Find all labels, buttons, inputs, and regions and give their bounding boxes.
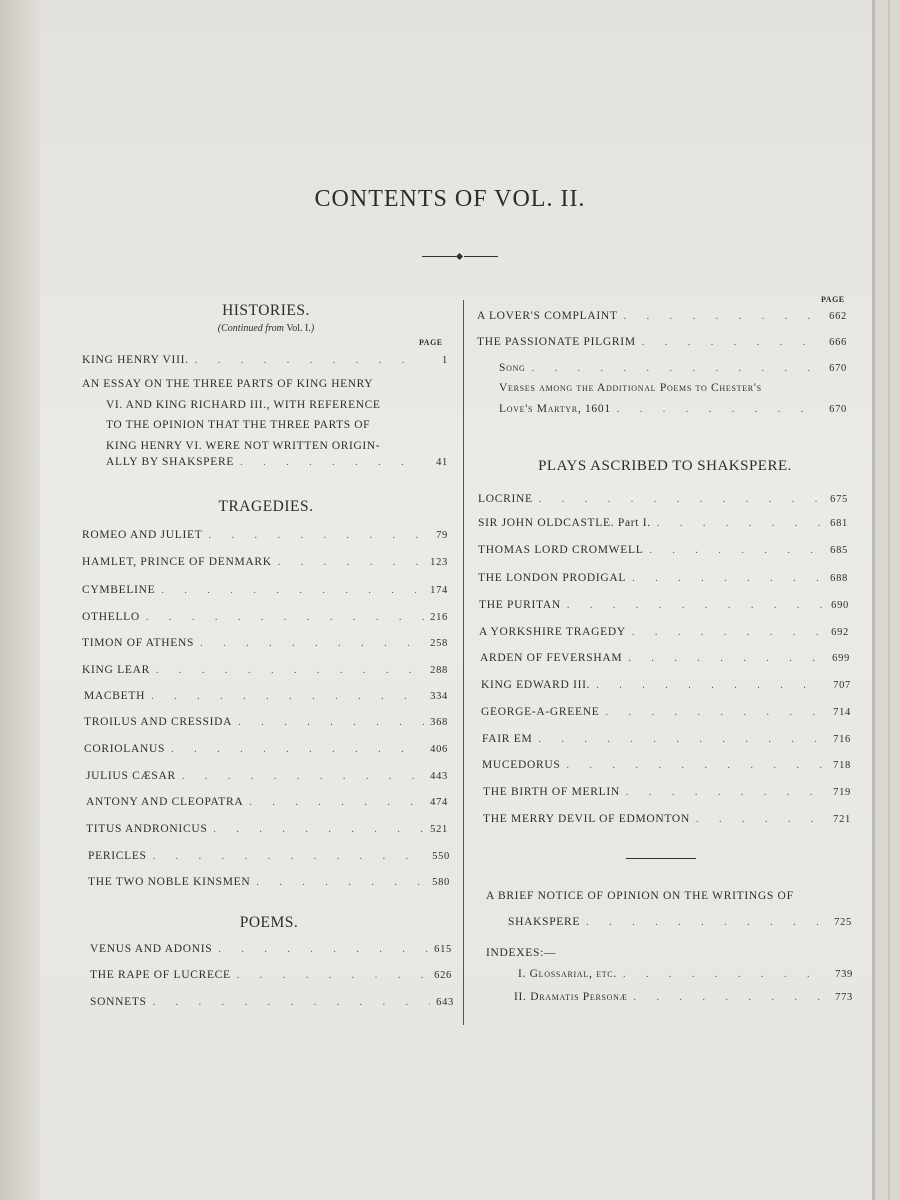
entry-title: KING EDWARD III. [481, 679, 591, 691]
toc-entry [106, 456, 448, 468]
toc-entry [478, 493, 848, 505]
toc-entry [88, 850, 450, 862]
entry-page: 550 [432, 851, 450, 862]
dot-leader [156, 665, 424, 676]
toc-entry [86, 796, 448, 808]
toc-entry [478, 544, 848, 556]
entry-title: SIR JOHN OLDCASTLE. Part I. [478, 517, 651, 529]
histories-subheading: (Continued from Vol. I.) [217, 323, 315, 334]
dot-leader [237, 970, 428, 981]
entry-page: 718 [833, 760, 851, 771]
entry-title: CORIOLANUS [84, 743, 166, 755]
dot-leader [249, 797, 424, 808]
entry-page: 666 [829, 337, 847, 348]
histories-heading: HISTORIES. [222, 302, 310, 319]
page-column-label-right: PAGE [821, 295, 845, 304]
toc-entry [479, 599, 849, 611]
entry-title: MUCEDORUS [482, 759, 561, 771]
entry-page: 174 [430, 585, 448, 596]
entry-title: ARDEN OF FEVERSHAM [480, 652, 623, 664]
entry-page: 643 [436, 997, 454, 1008]
page-edge-outer [888, 0, 890, 1200]
entry-page: 123 [430, 557, 448, 568]
entry-title: Song [499, 362, 526, 374]
dot-leader [633, 992, 829, 1003]
entry-page: 615 [434, 944, 452, 955]
entry-page: 521 [430, 824, 448, 835]
section-rule [626, 858, 696, 859]
entry-title: A LOVER'S COMPLAINT [477, 310, 618, 322]
dot-leader [605, 707, 827, 718]
entry-title: Love's Martyr, 1601 [499, 403, 611, 415]
entry-page: 580 [432, 877, 450, 888]
entry-page: 719 [833, 787, 851, 798]
entry-title: FAIR EM [482, 733, 533, 745]
entry-title: TROILUS AND CRESSIDA [84, 716, 233, 728]
toc-entry [82, 529, 448, 541]
toc-entry [90, 996, 454, 1008]
dot-leader [617, 404, 823, 415]
toc-entry [84, 716, 448, 728]
toc-entry [483, 813, 851, 825]
entry-title: THE RAPE OF LUCRECE [90, 969, 231, 981]
entry-title: A YORKSHIRE TRAGEDY [479, 626, 626, 638]
entry-title: I. Glossarial, etc. [518, 968, 617, 980]
dot-leader [171, 744, 424, 755]
toc-entry [518, 968, 853, 980]
toc-entry [86, 770, 448, 782]
entry-title: THOMAS LORD CROMWELL [478, 544, 644, 556]
toc-entry [86, 823, 448, 835]
toc-entry [482, 733, 851, 745]
essay-line: VI. AND KING RICHARD III., WITH REFERENCE [106, 398, 381, 411]
entry-page: 670 [829, 363, 847, 374]
dot-leader [200, 638, 424, 649]
entry-page: 685 [830, 545, 848, 556]
entry-title: INDEXES:— [486, 947, 557, 959]
toc-entry [483, 786, 851, 798]
entry-page: 368 [430, 717, 448, 728]
dot-leader [532, 363, 823, 374]
entry-page: 670 [829, 404, 847, 415]
entry-page: 773 [835, 992, 853, 1003]
entry-title: JULIUS CÆSAR [86, 770, 176, 782]
dot-leader [586, 917, 828, 928]
sub-continued: Continued [221, 323, 263, 334]
dot-leader [539, 494, 824, 505]
entry-title: GEORGE-A-GREENE [481, 706, 600, 718]
dot-leader [649, 545, 824, 556]
entry-title: THE PASSIONATE PILGRIM [477, 336, 636, 348]
dot-leader [567, 760, 827, 771]
entry-page: 334 [430, 691, 448, 702]
toc-entry [82, 556, 448, 568]
entry-title: SHAKSPERE [508, 916, 581, 928]
toc-entry [477, 310, 847, 322]
dot-leader [256, 877, 426, 888]
page-column-label-left: PAGE [419, 338, 443, 347]
toc-entry [478, 517, 848, 529]
entry-title: ANTONY AND CLEOPATRA [86, 796, 244, 808]
toc-entry [478, 572, 848, 584]
entry-title: VENUS AND ADONIS [90, 943, 213, 955]
dot-leader [195, 355, 424, 366]
entry-page: 725 [834, 917, 852, 928]
entry-title: THE BIRTH OF MERLIN [483, 786, 620, 798]
entry-title: KING HENRY VIII. [82, 354, 189, 366]
dot-leader [238, 717, 424, 728]
toc-entry [481, 679, 851, 691]
toc-entry-verses [499, 382, 847, 394]
toc-entry [499, 403, 847, 415]
entry-page: 690 [831, 600, 849, 611]
entry-title: TIMON OF ATHENS [82, 637, 195, 649]
entry-page: 626 [434, 970, 452, 981]
entry-title: KING LEAR [82, 664, 150, 676]
toc-entry [82, 637, 448, 649]
indexes-label [486, 947, 686, 959]
dot-leader [657, 518, 824, 529]
entry-page: 739 [835, 969, 853, 980]
entry-title: Verses among the Additional Poems to Chester's [499, 382, 762, 394]
dot-leader [642, 337, 823, 348]
entry-page: 692 [831, 627, 849, 638]
entry-title: THE LONDON PRODIGAL [478, 572, 627, 584]
dot-leader [278, 557, 424, 568]
entry-page: 675 [830, 494, 848, 505]
essay-line: TO THE OPINION THAT THE THREE PARTS OF [106, 419, 371, 431]
entry-title: ALLY BY SHAKSPERE [106, 456, 235, 468]
entry-page: 714 [833, 707, 851, 718]
essay-entry [82, 374, 422, 456]
dot-leader [161, 585, 424, 596]
toc-entry [84, 690, 448, 702]
dot-leader [182, 771, 424, 782]
page-edge [872, 0, 875, 1200]
toc-entry-notice [486, 890, 852, 902]
toc-entry [90, 969, 452, 981]
entry-title: OTHELLO [82, 611, 140, 623]
entry-page: 699 [832, 653, 850, 664]
entry-page: 662 [829, 311, 847, 322]
tragedies-heading: TRAGEDIES. [218, 498, 314, 515]
entry-page: 406 [430, 744, 448, 755]
dot-leader [146, 612, 424, 623]
toc-entry [82, 584, 448, 596]
dot-leader [623, 969, 829, 980]
entry-page: 681 [830, 518, 848, 529]
dot-leader [624, 311, 823, 322]
dot-leader [153, 997, 430, 1008]
dot-leader [153, 851, 426, 862]
dot-leader [696, 814, 827, 825]
entry-page: 288 [430, 665, 448, 676]
toc-entry [482, 759, 851, 771]
ascribed-heading: PLAYS ASCRIBED TO SHAKSPERE. [538, 458, 792, 474]
entry-page: 258 [430, 638, 448, 649]
entry-title: HAMLET, PRINCE OF DENMARK [82, 556, 272, 568]
column-divider [463, 300, 464, 1025]
essay-line: AN ESSAY ON THE THREE PARTS OF KING HENRY [82, 378, 374, 390]
essay-line: KING HENRY VI. WERE NOT WRITTEN ORIGIN- [106, 439, 381, 452]
dot-leader [626, 787, 827, 798]
entry-title: A BRIEF NOTICE OF OPINION ON THE WRITINGS OF [486, 890, 794, 902]
dot-leader [151, 691, 424, 702]
entry-title: ROMEO AND JULIET [82, 529, 203, 541]
title-ornament [422, 255, 498, 259]
toc-entry [82, 664, 448, 676]
dot-leader [567, 600, 825, 611]
entry-page: 216 [430, 612, 448, 623]
toc-entry [508, 916, 852, 928]
entry-title: THE TWO NOBLE KINSMEN [88, 876, 251, 888]
entry-title: SONNETS [90, 996, 147, 1008]
dot-leader [632, 573, 824, 584]
entry-page: 721 [833, 814, 851, 825]
toc-entry [477, 336, 847, 348]
toc-entry [480, 652, 850, 664]
entry-title: PERICLES [88, 850, 147, 862]
entry-page: 716 [833, 734, 851, 745]
dot-leader [240, 457, 424, 468]
entry-title: CYMBELINE [82, 584, 156, 596]
entry-title: LOCRINE [478, 493, 533, 505]
poems-heading: POEMS. [239, 914, 299, 931]
page-title: CONTENTS OF VOL. II. [314, 186, 586, 212]
toc-entry [481, 706, 851, 718]
sub-volume: Vol. I. [286, 323, 311, 334]
dot-leader [632, 627, 825, 638]
toc-entry [479, 626, 849, 638]
entry-page: 443 [430, 771, 448, 782]
toc-entry [514, 991, 853, 1003]
entry-page: 707 [833, 680, 851, 691]
entry-title: THE PURITAN [479, 599, 561, 611]
toc-entry [90, 943, 452, 955]
entry-title: II. Dramatis Personæ [514, 991, 628, 1003]
entry-page: 1 [442, 355, 448, 366]
entry-page: 79 [436, 530, 448, 541]
toc-entry [82, 611, 448, 623]
dot-leader [538, 734, 827, 745]
entry-page: 474 [430, 797, 448, 808]
dot-leader [596, 680, 827, 691]
entry-title: THE MERRY DEVIL OF EDMONTON [483, 813, 690, 825]
toc-entry [84, 743, 448, 755]
toc-entry [499, 362, 847, 374]
toc-entry [88, 876, 450, 888]
dot-leader [213, 824, 424, 835]
dot-leader [628, 653, 826, 664]
entry-page: 41 [436, 457, 448, 468]
toc-entry [82, 354, 448, 366]
dot-leader [218, 944, 428, 955]
entry-title: MACBETH [84, 690, 146, 702]
entry-title: TITUS ANDRONICUS [86, 823, 208, 835]
dot-leader [208, 530, 424, 541]
sub-from: from [265, 323, 284, 334]
entry-page: 688 [830, 573, 848, 584]
